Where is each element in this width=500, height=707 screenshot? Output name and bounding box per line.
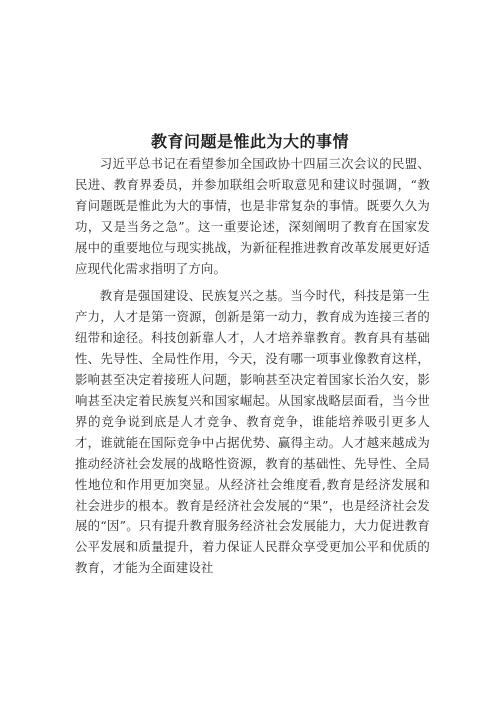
document-body <box>75 154 430 586</box>
paragraph-2: 教育是强国建设、民族复兴之基。当今时代，科技是第一生产力，人才是第一资源，创新是第一动力，教育成为连接三者的纽带和途径。科技创新靠人才，人才培养靠教育。教育具有基础性、先导性、全局性作用，今天，没有哪一项事业像教育这样，影响甚至决定着接班人问题，影响甚至决定着国家长治久安，影响甚至决定着民族复兴和国家崛起。从国家战略层面看，当今世界的竞争说到底是人才竞争、教育竞争，谁能培养吸引更多人才，谁就能在国际竞争中占据优势、赢得主动。人才越来越成为推动经济社会发展的战略性资源，教育的基础性、先导性、全局性地位和作用更加突显。从经济社会维度看,教育是经济发展和社会进步的根本。教育是经济社会发展的“果”，也是经济社会发展的“因”。只有提升教育服务经济社会发展能力，大力促进教育公平发展和质量提升，着力保证人民群众享受更加公平和优质的教育，才能为全面建设社 <box>75 288 430 576</box>
document-title: 教育问题是惟此为大的事情 <box>150 132 349 151</box>
paragraph-1: 习近平总书记在看望参加全国政协十四届三次会议的民盟、民进、教育界委员，并参加联组会听取意见和建议时强调，“教育问题既是惟此为大的事情，也是非常复杂的事情。既要久久为功，又是当务之急”。这一重要论述，深刻阐明了教育在国家发展中的重要地位与现实挑战，为新征程推进教育改革发展更好适应现代化需求指明了方向。 <box>75 156 430 276</box>
